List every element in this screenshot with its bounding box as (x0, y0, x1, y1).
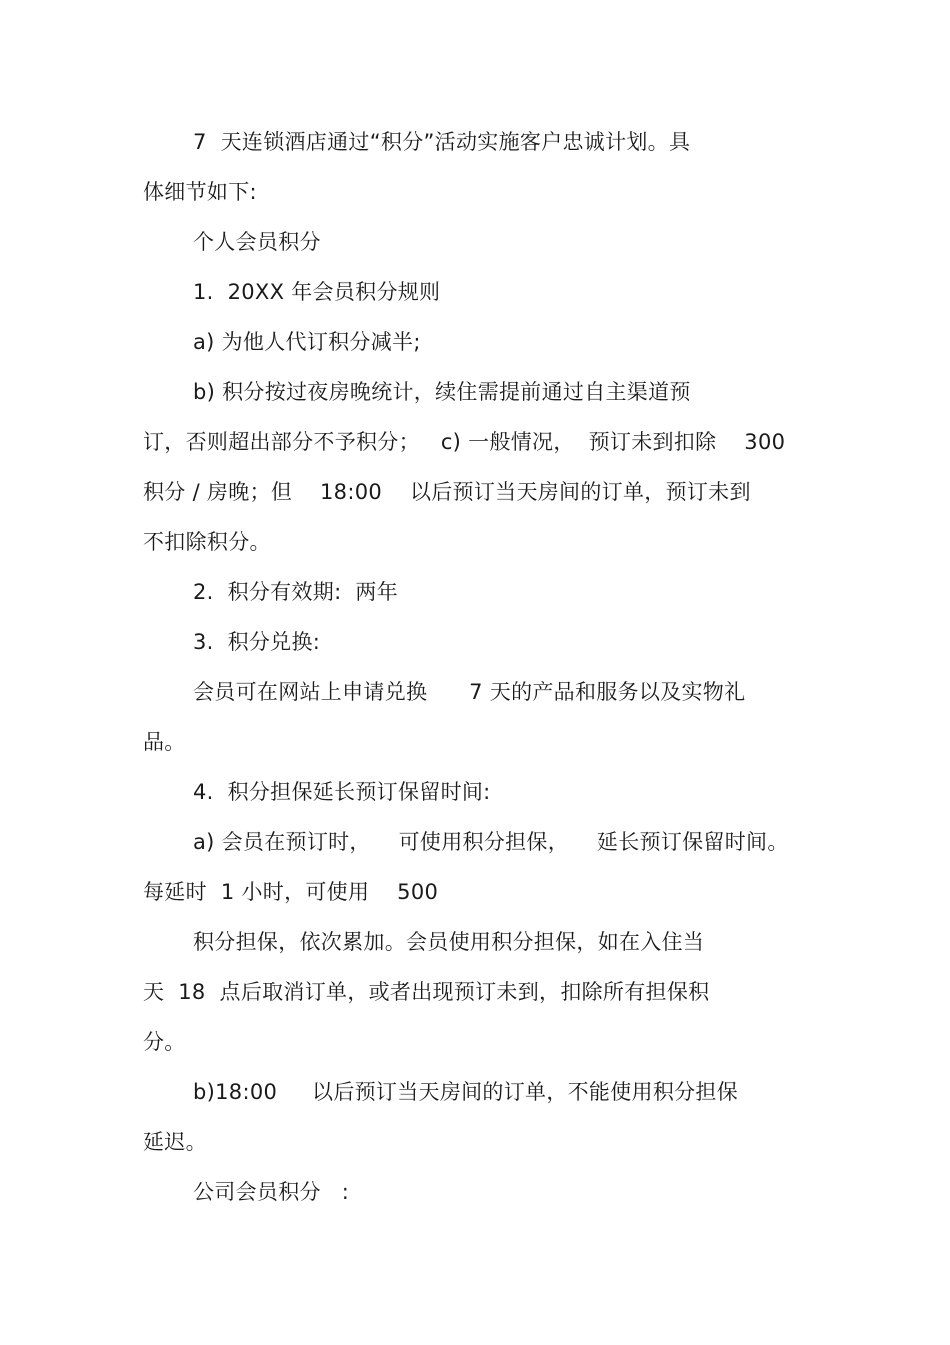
rule-4a-line-4: 天 18 点后取消订单，或者出现预订未到，扣除所有担保积 (143, 980, 710, 1004)
rule-4-heading: 4. 积分担保延长预订保留时间: (193, 780, 491, 804)
section-heading-personal: 个人会员积分 (193, 230, 321, 254)
rule-4a-line-1: a) 会员在预订时， 可使用积分担保， 延长预订保留时间。 (193, 830, 789, 854)
rule-3-line-2: 品。 (143, 730, 186, 754)
rule-3-line-1: 会员可在网站上申请兑换 7 天的产品和服务以及实物礼 (193, 680, 746, 704)
rule-3-heading: 3. 积分兑换: (193, 630, 321, 654)
rule-4b-line-1: b)18:00 以后预订当天房间的订单，不能使用积分担保 (193, 1080, 739, 1104)
rule-1-heading: 1. 20XX 年会员积分规则 (193, 280, 441, 304)
intro-line-1: 7 天连锁酒店通过“积分”活动实施客户忠诚计划。具 (193, 130, 691, 154)
intro-line-2: 体细节如下: (143, 180, 257, 204)
rule-4a-line-3: 积分担保，依次累加。会员使用积分担保，如在入住当 (193, 930, 705, 954)
rule-1a: a) 为他人代订积分减半; (193, 330, 421, 354)
rule-4b-line-2: 延迟。 (143, 1130, 207, 1154)
section-heading-corporate: 公司会员积分 : (193, 1180, 350, 1204)
rule-1b-line-2: 订，否则超出部分不予积分； c) 一般情况， 预订未到扣除 300 (143, 430, 786, 454)
rule-1b-line-1: b) 积分按过夜房晚统计，续住需提前通过自主渠道预 (193, 380, 691, 404)
rule-2: 2. 积分有效期: 两年 (193, 580, 399, 604)
rule-1c-line-3: 不扣除积分。 (143, 530, 271, 554)
rule-1c-line-2: 积分 / 房晚；但 18:00 以后预订当天房间的订单，预订未到 (143, 480, 751, 504)
rule-4a-line-5: 分。 (143, 1030, 186, 1054)
rule-4a-line-2: 每延时 1 小时，可使用 500 (143, 880, 439, 904)
